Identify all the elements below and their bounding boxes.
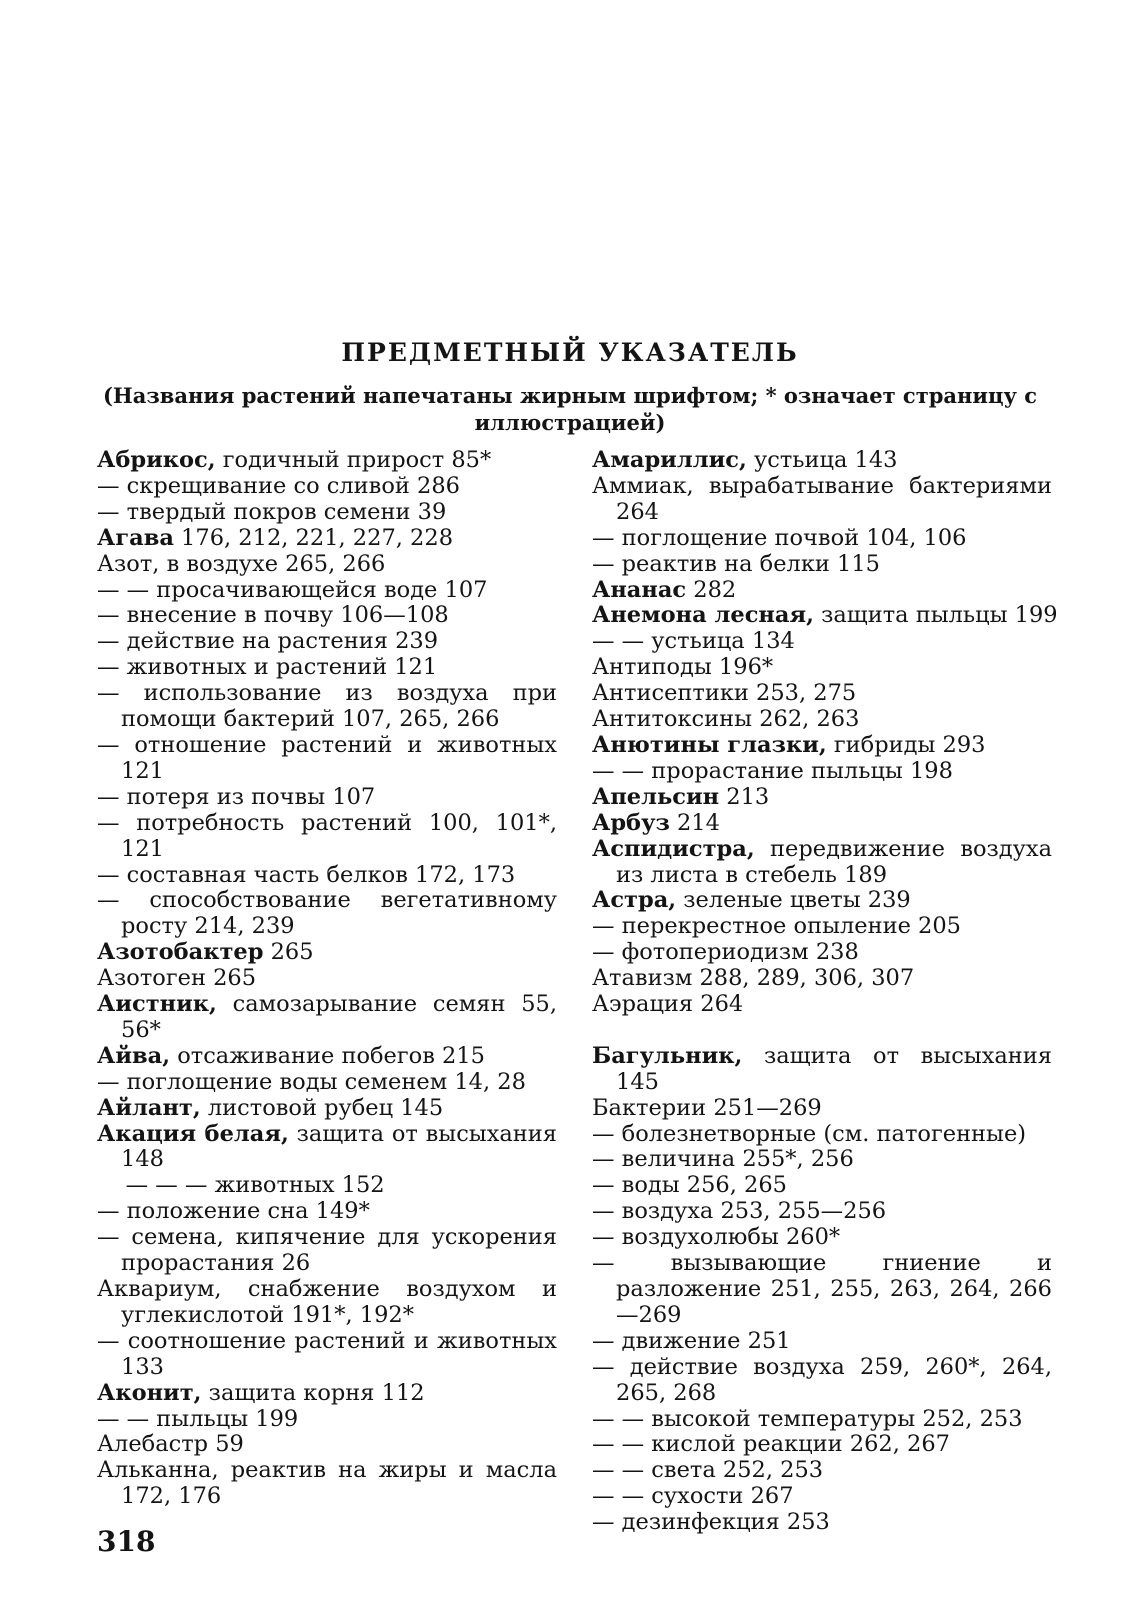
index-entry — [97, 1225, 557, 1277]
page-title: ПРЕДМЕТНЫЙ УКАЗАТЕЛЬ — [341, 338, 799, 367]
index-term: Астра, — [592, 887, 677, 914]
index-entry — [97, 888, 557, 940]
index-term: Аистник, — [97, 991, 217, 1018]
index-text: — — сухости 267 — [592, 1483, 794, 1510]
index-text: — поглощение воды семенем 14, 28 — [97, 1068, 526, 1095]
index-text: защита от высыхания 145 — [616, 1042, 1052, 1095]
index-text: — фотопериодизм 238 — [592, 939, 859, 966]
index-entry — [592, 526, 1052, 552]
index-text: — отношение растений и животных 121 — [97, 731, 557, 784]
index-text: годичный прирост 85* — [215, 447, 492, 473]
index-text: — — прорастание пыльцы 198 — [592, 757, 953, 784]
index-text: — скрещивание со сливой 286 — [97, 472, 460, 499]
index-text: — — света 252, 253 — [592, 1457, 824, 1484]
index-text: — потеря из почвы 107 — [97, 783, 376, 810]
index-text: — использование из воздуха при помощи бактерий 107, 265, 266 — [97, 680, 557, 733]
index-term: Анемона лесная, — [592, 602, 814, 629]
index-term: Аконит, — [97, 1379, 202, 1406]
index-entry — [97, 474, 557, 500]
index-entry — [97, 1122, 557, 1174]
index-entry — [97, 1044, 557, 1070]
index-entry — [97, 526, 557, 552]
index-text: — перекрестное опыление 205 — [592, 913, 961, 940]
page-subtitle: (Названия растений напечатаны жирным шрифтом; * означает страницу с иллюстрацией) — [102, 383, 1038, 435]
index-text: 213 — [719, 783, 770, 810]
index-entry — [592, 1096, 1052, 1122]
index-entry — [592, 1199, 1052, 1225]
index-entry — [97, 940, 557, 966]
index-text: — — — животных 152 — [97, 1172, 385, 1199]
index-text: — — пыльцы 199 — [97, 1405, 299, 1432]
index-text: — способствование вегетативному росту 214, 239 — [97, 887, 557, 940]
index-entry — [97, 500, 557, 526]
index-term: Аспидистра, — [592, 835, 755, 862]
index-text: 265 — [263, 939, 314, 966]
index-text: — — высокой температуры 252, 253 — [592, 1405, 1023, 1432]
index-text: листовой рубец 145 — [200, 1094, 444, 1121]
index-entry — [592, 707, 1052, 733]
index-text: гибриды 293 — [826, 731, 986, 758]
index-entry — [592, 785, 1052, 811]
index-text: защита пыльцы 199 — [813, 602, 1058, 629]
index-entry — [592, 1355, 1052, 1407]
page-number: 318 — [97, 1525, 156, 1558]
index-term: Азотобактер — [97, 939, 264, 966]
index-entry — [97, 811, 557, 863]
index-text: — воды 256, 265 — [592, 1172, 787, 1199]
index-entry — [97, 1432, 557, 1458]
index-entry — [592, 655, 1052, 681]
index-text: — реактив на белки 115 — [592, 550, 880, 577]
index-column-left — [97, 448, 557, 1510]
index-text: отсаживание побегов 215 — [170, 1042, 485, 1069]
index-entry — [592, 914, 1052, 940]
index-text: самозарывание семян 55, 56* — [121, 991, 557, 1043]
index-text: — соотношение растений и животных 133 — [97, 1327, 557, 1380]
index-text: — величина 255*, 256 — [592, 1146, 854, 1173]
index-term: Арбуз — [592, 809, 670, 836]
index-term: Багульник, — [592, 1042, 743, 1069]
index-text: Аммиак, вырабатывание бактериями 264 — [592, 472, 1052, 525]
index-entry — [97, 966, 557, 992]
index-entry — [592, 759, 1052, 785]
index-text: — поглощение почвой 104, 106 — [592, 524, 967, 551]
index-text: 282 — [686, 576, 737, 603]
index-entry — [592, 1044, 1052, 1096]
index-entry — [97, 1199, 557, 1225]
index-entry — [592, 552, 1052, 578]
index-entry — [97, 448, 557, 474]
index-entry — [592, 578, 1052, 604]
index-entry — [97, 1458, 557, 1510]
index-text: Альканна, реактив на жиры и масла 172, 176 — [97, 1457, 557, 1510]
index-text: — внесение в почву 106—108 — [97, 602, 449, 629]
index-text: — движение 251 — [592, 1327, 791, 1354]
index-term: Агава — [97, 524, 174, 551]
index-entry — [97, 1329, 557, 1381]
index-entry — [97, 655, 557, 681]
index-entry — [97, 552, 557, 578]
index-text: — действие на растения 239 — [97, 628, 439, 655]
index-entry — [592, 1122, 1052, 1148]
index-text: — составная часть белков 172, 173 — [97, 861, 516, 888]
index-text: Атавизм 288, 289, 306, 307 — [592, 965, 915, 992]
index-entry — [97, 1070, 557, 1096]
index-term: Анютины глазки, — [592, 731, 827, 758]
section-gap — [592, 1018, 1052, 1044]
index-text: Алебастр 59 — [97, 1431, 244, 1458]
index-entry — [592, 1432, 1052, 1458]
index-entry — [97, 1381, 557, 1407]
index-entry — [592, 629, 1052, 655]
index-text: — — просачивающейся воде 107 — [97, 576, 488, 603]
index-text: — — устьица 134 — [592, 628, 795, 655]
index-term: Айва, — [97, 1042, 171, 1069]
index-text: — твердый покров семени 39 — [97, 498, 447, 525]
index-entry — [97, 733, 557, 785]
index-entry — [592, 1147, 1052, 1173]
index-text: — животных и растений 121 — [97, 654, 438, 681]
index-text: Бактерии 251—269 — [592, 1094, 822, 1121]
index-entry — [97, 681, 557, 733]
index-text: Антиподы 196* — [592, 654, 774, 681]
index-text: Азотоген 265 — [97, 965, 257, 992]
index-entry — [592, 940, 1052, 966]
index-entry — [592, 1251, 1052, 1329]
index-text: — воздухолюбы 260* — [592, 1224, 841, 1251]
index-entry — [97, 1173, 557, 1199]
index-entry — [97, 1407, 557, 1433]
index-text: Аэрация 264 — [592, 991, 744, 1018]
index-entry — [592, 681, 1052, 707]
index-entry — [592, 1329, 1052, 1355]
index-entry — [592, 992, 1052, 1018]
index-text: 214 — [669, 809, 720, 836]
index-entry — [592, 1458, 1052, 1484]
index-text: 176, 212, 221, 227, 228 — [173, 524, 454, 551]
index-term: Ананас — [592, 576, 687, 603]
index-entry — [97, 1277, 557, 1329]
index-term: Акация белая, — [97, 1120, 289, 1147]
index-entry — [97, 785, 557, 811]
index-text: Аквариум, снабжение воздухом и углекислотой 191*, 192* — [97, 1276, 557, 1328]
index-text: — действие воздуха 259, 260*, 264, 265, 268 — [592, 1353, 1052, 1406]
index-entry — [97, 578, 557, 604]
index-entry — [592, 448, 1052, 474]
index-text: Азот, в воздухе 265, 266 — [97, 550, 386, 577]
index-text: — семена, кипячение для ускорения прорастания 26 — [97, 1224, 557, 1277]
index-text: — вызывающие гниение и разложение 251, 255, 263, 264, 266—269 — [592, 1250, 1052, 1328]
index-text: — дезинфекция 253 — [592, 1509, 830, 1536]
index-term: Абрикос, — [97, 447, 216, 473]
index-text: Антитоксины 262, 263 — [592, 706, 860, 733]
index-entry — [592, 966, 1052, 992]
index-entry — [592, 1510, 1052, 1536]
index-text: передвижение воздуха из листа в стебель 189 — [616, 835, 1052, 888]
index-text: — положение сна 149* — [97, 1198, 370, 1225]
index-term: Айлант, — [97, 1094, 201, 1121]
index-entry — [592, 474, 1052, 526]
index-text: защита от высыхания 148 — [121, 1120, 557, 1173]
index-entry — [97, 1096, 557, 1122]
index-entry — [592, 1484, 1052, 1510]
index-entry — [97, 863, 557, 889]
index-term: Апельсин — [592, 783, 720, 810]
index-entry — [592, 1407, 1052, 1433]
index-entry — [97, 629, 557, 655]
index-entry — [592, 837, 1052, 889]
index-entry — [97, 603, 557, 629]
index-entry — [592, 1173, 1052, 1199]
index-text: — воздуха 253, 255—256 — [592, 1198, 887, 1225]
index-text: — потребность растений 100, 101*, 121 — [97, 809, 557, 862]
index-text: защита корня 112 — [201, 1379, 425, 1406]
index-entry — [592, 602, 1058, 629]
index-text: устьица 143 — [746, 447, 898, 473]
index-entry — [592, 1225, 1052, 1251]
index-entry — [592, 888, 1052, 914]
index-column-right — [592, 447, 1058, 1536]
index-entry — [592, 733, 1052, 759]
index-text: зеленые цветы 239 — [676, 887, 911, 914]
index-entry — [592, 811, 1052, 837]
index-text: — болезнетворные (см. патогенные) — [592, 1120, 1027, 1147]
index-entry — [97, 992, 557, 1044]
index-text: Антисептики 253, 275 — [592, 680, 857, 707]
index-term: Амариллис, — [592, 447, 747, 473]
index-text: — — кислой реакции 262, 267 — [592, 1431, 950, 1458]
